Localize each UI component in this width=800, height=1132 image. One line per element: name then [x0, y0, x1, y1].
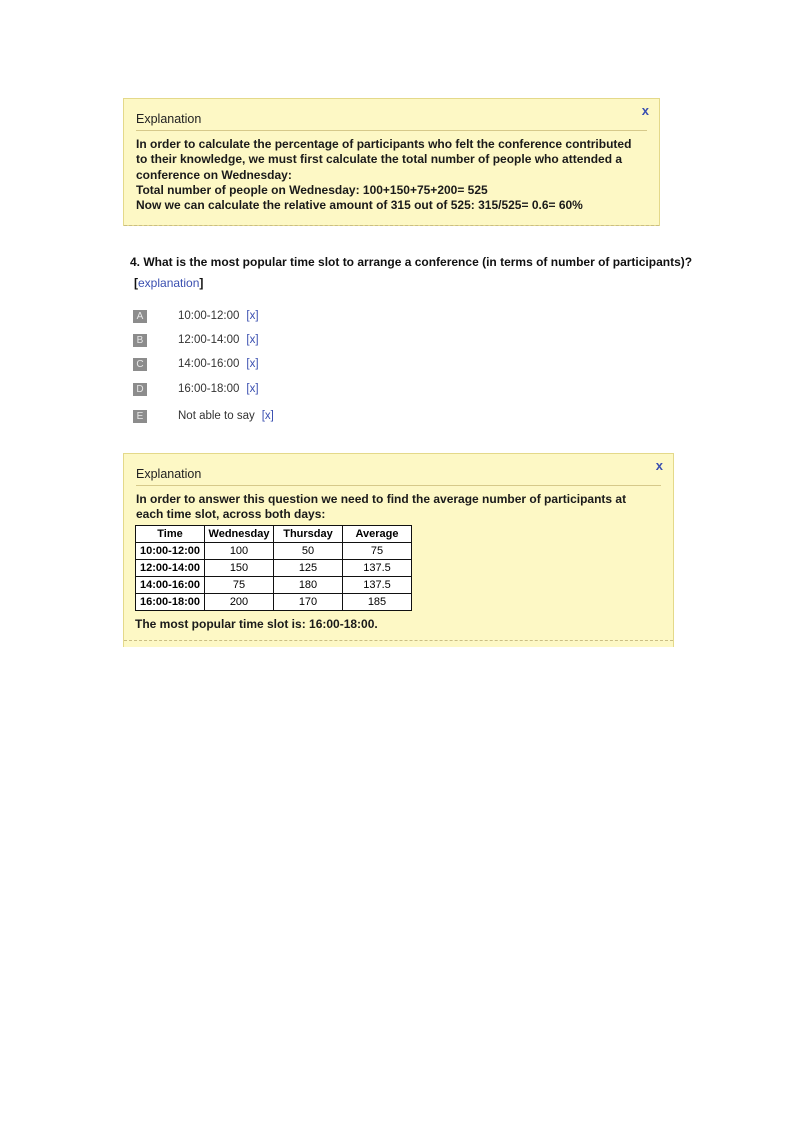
- remove-option-button[interactable]: [x]: [246, 334, 259, 346]
- option-label: 10:00-12:00: [178, 310, 240, 322]
- dashed-divider: [124, 640, 673, 641]
- explanation-body: [136, 137, 647, 213]
- option-letter-badge[interactable]: C: [133, 358, 147, 371]
- explanation-line: to their knowledge, we must first calculate the total number of people who attended a: [136, 152, 623, 167]
- table-cell: 150: [205, 560, 274, 577]
- table-cell: 200: [205, 594, 274, 611]
- table-cell: 100: [205, 543, 274, 560]
- explanation-link-row: [134, 276, 203, 290]
- close-icon[interactable]: x: [641, 103, 649, 118]
- explanation-body: [136, 492, 661, 523]
- table-cell: 14:00-16:00: [136, 577, 205, 594]
- explanation-line: conference on Wednesday:: [136, 167, 292, 182]
- explanation-line: Now we can calculate the relative amount of 315 out of 525: 315/525= 0.6= 60%: [136, 198, 583, 213]
- table-cell: 137.5: [343, 560, 412, 577]
- table-cell: 10:00-12:00: [136, 543, 205, 560]
- dashed-divider: [124, 225, 659, 226]
- table-row: [136, 543, 412, 560]
- explanation-link[interactable]: explanation: [138, 276, 200, 290]
- table-cell: 137.5: [343, 577, 412, 594]
- explanation-line: each time slot, across both days:: [136, 507, 326, 522]
- option-letter-badge[interactable]: B: [133, 334, 147, 347]
- explanation-line: In order to answer this question we need to find the average number of participants at: [136, 492, 627, 506]
- table-cell: 12:00-14:00: [136, 560, 205, 577]
- explanation-line: In order to calculate the percentage of participants who felt the conference contributed: [136, 137, 632, 151]
- table-header-row: [136, 526, 412, 543]
- remove-option-button[interactable]: [x]: [246, 383, 259, 395]
- conclusion-text: The most popular time slot is: 16:00-18:00.: [135, 617, 378, 631]
- average-participants-table: [135, 525, 412, 611]
- remove-option-button[interactable]: [x]: [246, 310, 259, 322]
- divider: [136, 130, 647, 131]
- explanation-heading: Explanation: [136, 112, 202, 126]
- option-letter-badge[interactable]: D: [133, 383, 147, 396]
- table-cell: 75: [343, 543, 412, 560]
- table-cell: 170: [274, 594, 343, 611]
- column-header: Wednesday: [205, 526, 274, 543]
- bracket: [: [134, 276, 138, 290]
- option-letter-badge[interactable]: E: [133, 410, 147, 423]
- column-header: Thursday: [274, 526, 343, 543]
- column-header: Average: [343, 526, 412, 543]
- option-label: 16:00-18:00: [178, 383, 240, 395]
- bracket: ]: [199, 276, 204, 290]
- table-row: [136, 577, 412, 594]
- option-label: 14:00-16:00: [178, 358, 240, 370]
- remove-option-button[interactable]: [x]: [246, 358, 259, 370]
- option-label: Not able to say: [178, 410, 255, 422]
- option-label: 12:00-14:00: [178, 334, 240, 346]
- explanation-line: Total number of people on Wednesday: 100+150+75+200= 525: [136, 182, 488, 197]
- column-header: Time: [136, 526, 205, 543]
- table-cell: 125: [274, 560, 343, 577]
- table-cell: 50: [274, 543, 343, 560]
- question-text: 4. What is the most popular time slot to arrange a conference (in terms of number of participants)?: [130, 255, 693, 269]
- table-row: [136, 594, 412, 611]
- table-row: [136, 560, 412, 577]
- divider: [136, 485, 661, 486]
- explanation-heading: Explanation: [136, 467, 202, 481]
- option-letter-badge[interactable]: A: [133, 310, 147, 323]
- explanation-panel-1: [123, 98, 660, 226]
- table-cell: 185: [343, 594, 412, 611]
- close-icon[interactable]: x: [655, 458, 663, 473]
- table-cell: 180: [274, 577, 343, 594]
- table-cell: 75: [205, 577, 274, 594]
- table-cell: 16:00-18:00: [136, 594, 205, 611]
- remove-option-button[interactable]: [x]: [261, 410, 274, 422]
